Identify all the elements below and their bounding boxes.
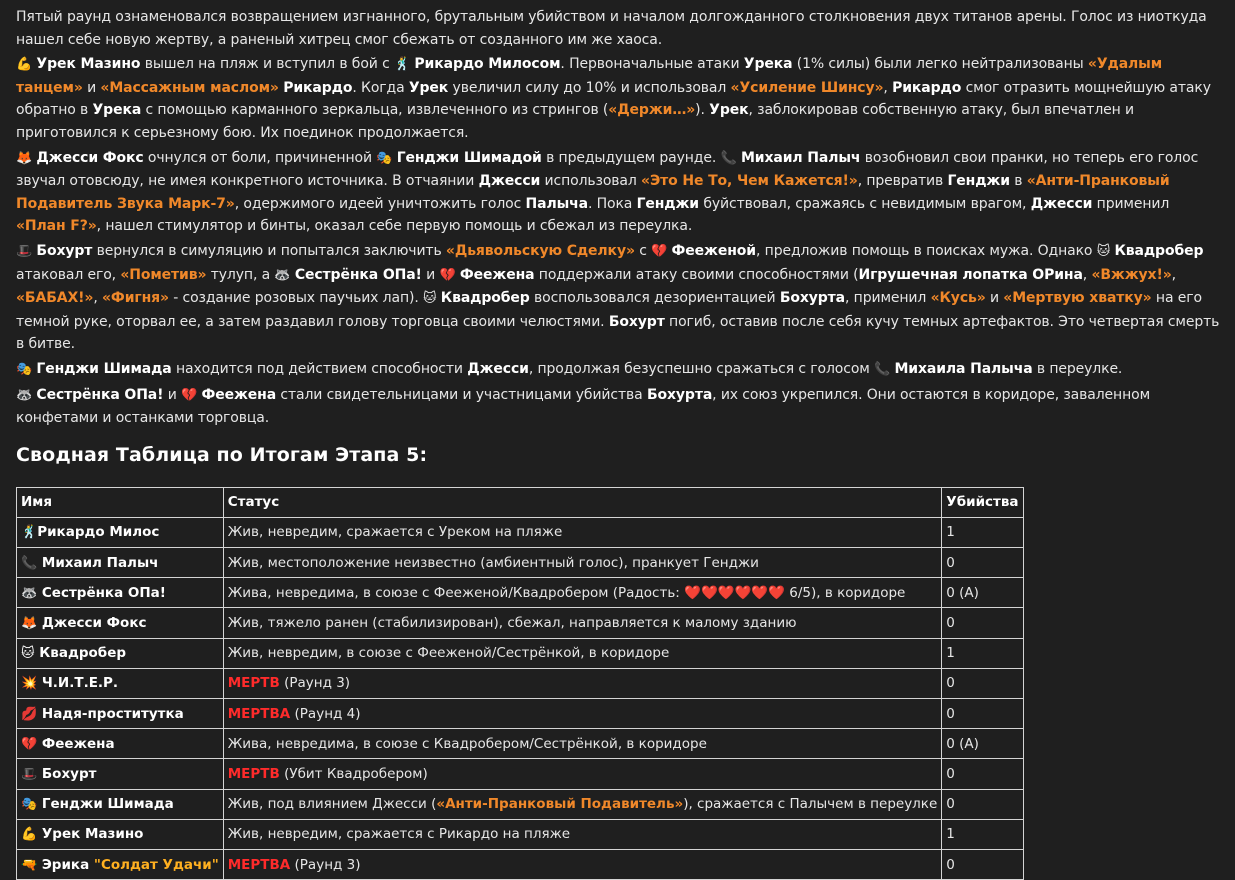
player-name: 🔫 Эрика "Солдат Удачи" [17, 849, 224, 879]
table-header-row [17, 487, 1024, 517]
dancer-icon: 🕺 [393, 57, 411, 73]
player-status: Жив, местоположение неизвестно (амбиентный голос), пранкует Генджи [223, 548, 942, 578]
fox-icon: 🦊 [21, 616, 38, 632]
mask-icon: 🎭 [376, 150, 393, 166]
player-kills: 0 [942, 608, 1023, 638]
table-row [17, 849, 1024, 879]
player-kills: 0 [942, 759, 1023, 789]
flexed-biceps-icon: 💪 [21, 827, 38, 843]
player-name: 🐱 Квадробер [17, 638, 224, 668]
table-row [17, 578, 1024, 608]
table-row [17, 789, 1024, 819]
mask-icon: 🎭 [16, 361, 33, 377]
player-status: Жив, невредим, сражается с Рикардо на пляже [223, 819, 942, 849]
story-bohurt: 🎩 Бохурт вернулся в симуляцию и попытался заключить «Дьявольскую Сделку» с 💔 Фееженой, предложив помощь в поисках мужа. Однако 🐱 Квадробер атаковал его, «Пометив» тулуп, а 🦝 Сестрёнка ОПа! и 💔 Феежена поддержали атаку своими способностями (Игрушечная лопатка ОРина, «Вжжух!», «БАБАХ!», «Фигня» - создание розовых паучьих лап). 🐱 Квадробер воспользовался дезориентацией Бохурта, применил «Кусь» и «Мертвую хватку» на его темной руке, оторвал ее, а затем раздавил голову торговца своими челюстями. Бохурт погиб, оставив после себя кучу темных артефактов. Это четвертая смерть в битве. [16, 242, 1220, 353]
player-name: 🦝 Сестрёнка ОПа! [17, 578, 224, 608]
cat-icon: 🐱 [1096, 243, 1111, 259]
story-alliance: 🦝 Сестрёнка ОПа! и 💔 Феежена стали свидетельницами и участницами убийства Бохурта, их союз укрепился. Они остаются в коридоре, заваленном конфетами и останками торговца. [16, 386, 1151, 427]
player-name: 📞 Михаил Палыч [17, 548, 224, 578]
cat-icon: 🐱 [21, 646, 35, 662]
player-nickname: "Солдат Удачи" [93, 856, 219, 873]
ability-highlight: «Анти-Пранковый Подавитель Звука Марк-7» [16, 173, 1170, 212]
ability-highlight: «Массажным маслом» [100, 79, 279, 96]
table-row [17, 517, 1024, 547]
table-row [17, 608, 1024, 638]
lips-icon: 💋 [21, 706, 38, 722]
broken-heart-icon: 💔 [439, 267, 456, 283]
ability-highlight: «Мертвую хватку» [1003, 290, 1152, 307]
ability-highlight: «Это Не То, Чем Кажется!» [641, 173, 858, 190]
dead-badge: МЕРТВ [227, 675, 280, 692]
top-hat-icon: 🎩 [16, 243, 33, 259]
player-kills: 0 [942, 668, 1023, 698]
table-row [17, 668, 1024, 698]
player-status: Жив, тяжело ранен (стабилизирован), сбежал, направляется к малому зданию [223, 608, 942, 638]
dead-badge: МЕРТВА [227, 705, 291, 722]
player-status: Жива, невредима, в союзе с Фееженой/Квадробером (Радость: ❤️❤️❤️❤️❤️❤️ 6/5), в коридоре [223, 578, 942, 608]
table-row [17, 699, 1024, 729]
raccoon-icon: 🦝 [274, 267, 291, 283]
player-status: Жива, невредима, в союзе с Квадробером/Сестрёнкой, в коридоре [223, 729, 942, 759]
player-name: 💔 Феежена [17, 729, 224, 759]
broken-heart-icon: 💔 [651, 243, 668, 259]
player-name: 🎩 Бохурт [17, 759, 224, 789]
player-kills: 0 [942, 699, 1023, 729]
ability-highlight: «БАБАХ!» [16, 290, 94, 307]
flexed-biceps-icon: 💪 [16, 57, 33, 73]
story-genji: 🎭 Генджи Шимада находится под действием способности Джесси, продолжая безуспешно сражаться с голосом 📞 Михаила Палыча в переулке. [16, 360, 1123, 377]
dead-badge: МЕРТВА [227, 856, 291, 873]
story-intro: Пятый раунд ознаменовался возвращением изгнанного, брутальным убийством и началом долгожданного столкновения двух титанов арены. Голос из ниоткуда нашел себе новую жертву, а раненый хитрец смог сбежать от созданного им же хаоса. [16, 9, 1207, 48]
top-hat-icon: 🎩 [21, 766, 38, 782]
cat-icon: 🐱 [423, 291, 437, 307]
player-kills: 0 [942, 849, 1023, 879]
ability-highlight: «Кусь» [930, 290, 986, 307]
player-name: 🦊 Джесси Фокс [17, 608, 224, 638]
player-status: МЕРТВ (Убит Квадробером) [223, 759, 942, 789]
player-name: 💋 Надя-проститутка [17, 699, 224, 729]
player-name: 🎭 Генджи Шимада [17, 789, 224, 819]
table-row [17, 729, 1024, 759]
table-row [17, 759, 1024, 789]
table-row [17, 548, 1024, 578]
dancer-icon: 🕺 [21, 525, 38, 541]
pistol-icon: 🔫 [21, 857, 38, 873]
player-kills: 1 [942, 517, 1023, 547]
ability-highlight: «Усиление Шинсу» [730, 79, 884, 96]
player-kills: 1 [942, 638, 1023, 668]
player-status: Жив, невредим, сражается с Уреком на пляже [223, 517, 942, 547]
ability-highlight: «Анти-Пранковый Подавитель» [436, 796, 684, 813]
column-header-name: Имя [17, 487, 224, 517]
player-status: МЕРТВ (Раунд 3) [223, 668, 942, 698]
player-kills: 0 [942, 789, 1023, 819]
ability-highlight: «Фигня» [102, 290, 169, 307]
collision-icon: 💥 [21, 676, 38, 692]
column-header-kills: Убийства [942, 487, 1023, 517]
phone-icon: 📞 [874, 361, 891, 377]
column-header-status: Статус [223, 487, 942, 517]
player-status: МЕРТВА (Раунд 4) [223, 699, 942, 729]
broken-heart-icon: 💔 [21, 736, 38, 752]
round-story [16, 6, 1223, 430]
ability-highlight: «Вжжух!» [1091, 266, 1172, 283]
player-status: Жив, под влиянием Джесси («Анти-Пранковый Подавитель»), сражается с Палычем в переулке [223, 789, 942, 819]
player-kills: 0 (А) [942, 578, 1023, 608]
summary-table [16, 487, 1024, 880]
ability-highlight: «Дьявольскую Сделку» [445, 242, 635, 259]
ability-highlight: «План F?» [16, 218, 97, 235]
fox-icon: 🦊 [16, 150, 33, 166]
player-name: 💪 Урек Мазино [17, 819, 224, 849]
story-urek-ricardo: 💪 Урек Мазино вышел на пляж и вступил в бой с 🕺 Рикардо Милосом. Первоначальные атаки Урека (1% силы) были легко нейтрализованы «Удалым танцем» и «Массажным маслом» Рикардо. Когда Урек увеличил силу до 10% и использовал «Усиление Шинсу», Рикардо смог отразить мощнейшую атаку обратно в Урека с помощью карманного зеркальца, извлеченного из стрингов («Держи…»). Урек, заблокировав собственную атаку, был впечатлен и приготовился к серьезному бою. Их поединок продолжается. [16, 56, 1211, 141]
table-row [17, 819, 1024, 849]
player-status: МЕРТВА (Раунд 3) [223, 849, 942, 879]
raccoon-icon: 🦝 [21, 585, 38, 601]
phone-icon: 📞 [21, 555, 38, 571]
player-name: 🕺Рикардо Милос [17, 517, 224, 547]
mask-icon: 🎭 [21, 797, 38, 813]
table-row [17, 638, 1024, 668]
story-jesse: 🦊 Джесси Фокс очнулся от боли, причиненной 🎭 Генджи Шимадой в предыдущем раунде. 📞 Михаил Палыч возобновил свои пранки, но теперь его голос звучал отовсюду, не имея конкретного источника. В отчаянии Джесси использовал «Это Не То, Чем Кажется!», превратив Генджи в «Анти-Пранковый Подавитель Звука Марк-7», одержимого идеей уничтожить голос Палыча. Пока Генджи буйствовал, сражаясь с невидимым врагом, Джесси применил «План F?», нашел стимулятор и бинты, оказал себе первую помощь и сбежал из переулка. [16, 149, 1199, 235]
player-kills: 0 [942, 548, 1023, 578]
player-name: 💥 Ч.И.Т.Е.Р. [17, 668, 224, 698]
ability-highlight: «Удалым танцем» [16, 56, 1163, 96]
broken-heart-icon: 💔 [181, 387, 198, 403]
raccoon-icon: 🦝 [16, 387, 33, 403]
ability-highlight: «Пометив» [120, 266, 207, 283]
dead-badge: МЕРТВ [227, 765, 280, 782]
player-status: Жив, невредим, в союзе с Фееженой/Сестрёнкой, в коридоре [223, 638, 942, 668]
player-kills: 0 (А) [942, 729, 1023, 759]
summary-title: Сводная Таблица по Итогам Этапа 5: [16, 443, 428, 466]
player-kills: 1 [942, 819, 1023, 849]
phone-icon: 📞 [720, 150, 737, 166]
ability-highlight: «Держи…» [608, 102, 696, 119]
